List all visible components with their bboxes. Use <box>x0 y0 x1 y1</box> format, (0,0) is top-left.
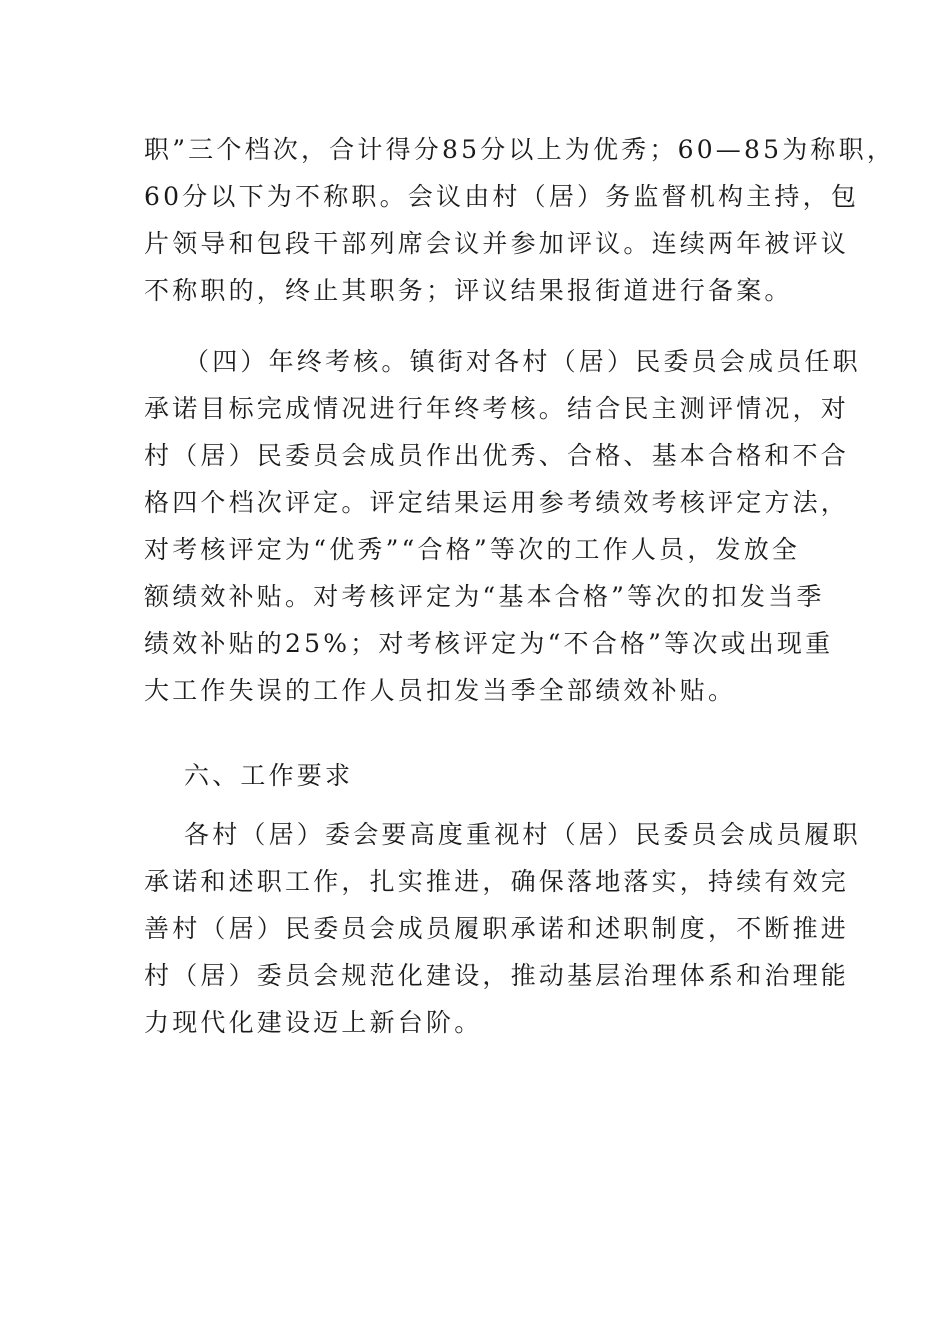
text-line: 村（居）民委员会成员作出优秀、合格、基本合格和不合 <box>144 441 850 470</box>
text-line: 格四个档次评定。评定结果运用参考绩效考核评定方法， <box>144 488 850 517</box>
text-line: 不称职的，终止其职务；评议结果报街道进行备案。 <box>144 276 793 305</box>
section-heading: 六、工作要求 <box>184 761 354 790</box>
text-line: 对考核评定为“优秀”“合格”等次的工作人员，发放全 <box>144 535 801 564</box>
text-line: 额绩效补贴。对考核评定为“基本合格”等次的扣发当季 <box>144 582 825 611</box>
text-line: 片领导和包段干部列席会议并参加评议。连续两年被评议 <box>144 229 850 258</box>
text-line: 善村（居）民委员会成员履职承诺和述职制度，不断推进 <box>144 914 850 943</box>
text-line: 60分以下为不称职。会议由村（居）务监督机构主持，包 <box>144 182 860 211</box>
paragraph-annual-assessment <box>144 338 861 714</box>
text-line: 承诺目标完成情况进行年终考核。结合民主测评情况，对 <box>144 394 850 423</box>
text-line: 村（居）委员会规范化建设，推动基层治理体系和治理能 <box>144 961 850 990</box>
section-heading-block <box>144 752 824 799</box>
text-line: 各村（居）委会要高度重视村（居）民委员会成员履职 <box>184 820 861 849</box>
text-line: 职”三个档次，合计得分85分以上为优秀；60—85为称职， <box>144 135 896 164</box>
text-line: 承诺和述职工作，扎实推进，确保落地落实，持续有效完 <box>144 867 850 896</box>
paragraph-work-requirements <box>144 811 861 1046</box>
text-line: 力现代化建设迈上新台阶。 <box>144 1008 483 1037</box>
text-line: 大工作失误的工作人员扣发当季全部绩效补贴。 <box>144 676 737 705</box>
text-line: （四）年终考核。镇街对各村（居）民委员会成员任职 <box>184 347 861 376</box>
paragraph-evaluation-grades <box>144 126 896 314</box>
text-line: 绩效补贴的25%；对考核评定为“不合格”等次或出现重 <box>144 629 834 658</box>
